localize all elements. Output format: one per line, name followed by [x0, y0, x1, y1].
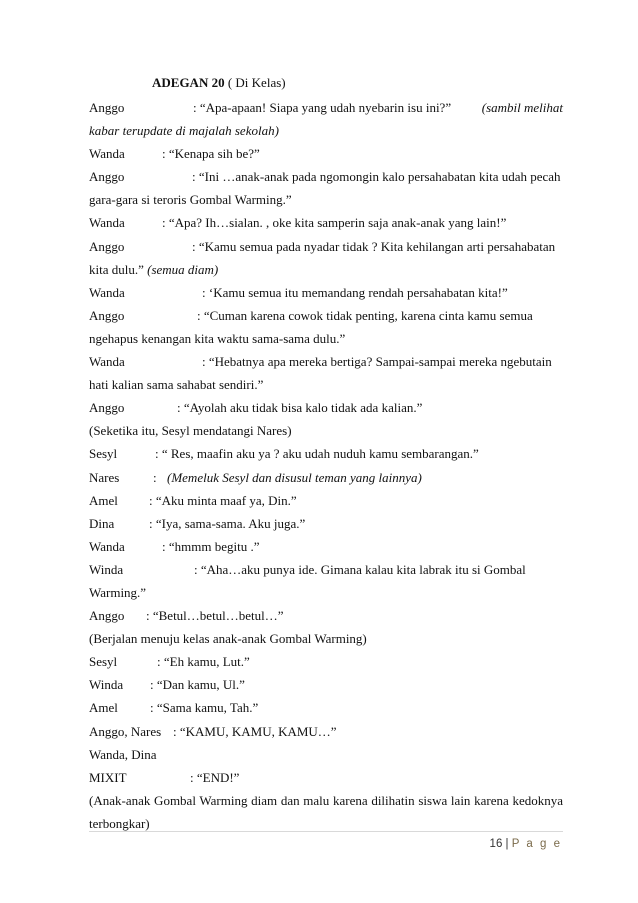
stage-direction: (sambil melihat [481, 100, 563, 115]
speaker-name: Amel [89, 492, 118, 508]
continuation-text: ngehapus kenangan kita waktu sama-sama dulu.” [89, 330, 346, 346]
stage-direction: (semua diam) [147, 261, 219, 277]
speaker-name: Anggo [89, 307, 125, 323]
continuation-text: hati kalian sama sahabat sendiri.” [89, 377, 264, 393]
page-footer [490, 838, 562, 850]
dialogue-text: : “Apa? Ih…sialan. , oke kita samperin saja anak-anak yang lain!” [162, 215, 507, 231]
script-line [89, 235, 563, 258]
continuation-text: Warming.” [89, 584, 147, 600]
script-line [89, 558, 563, 581]
script-line [89, 373, 563, 396]
script-line [89, 350, 563, 373]
script-line [89, 766, 563, 789]
dialogue-text: : “Sama kamu, Tah.” [150, 700, 259, 716]
speaker-name: Sesyl [89, 654, 118, 670]
stage-direction: (Memeluk Sesyl dan disusul teman yang lainnya) [167, 469, 422, 485]
dialogue-text: : “Cuman karena cowok tidak penting, karena cinta kamu semua [197, 307, 533, 323]
script-line [89, 604, 563, 627]
script-line [89, 258, 563, 281]
script-line [89, 696, 563, 719]
script-line [89, 489, 563, 512]
scene-heading [152, 75, 286, 91]
speaker-name: Amel [89, 700, 118, 716]
speaker-name: MIXIT [89, 769, 127, 785]
speaker-name: Wanda [89, 215, 125, 231]
continuation-text: (Berjalan menuju kelas anak-anak Gombal Warming) [89, 631, 367, 647]
dialogue-text: : “KAMU, KAMU, KAMU…” [173, 723, 337, 739]
continuation-text: (Anak-anak Gombal Warming diam dan malu karena dilihatin siswa lain karena kedoknya [89, 792, 563, 808]
dialogue-text: : “Iya, sama-sama. Aku juga.” [149, 515, 306, 531]
speaker-name: Winda [89, 561, 124, 577]
stage-direction: kabar terupdate di majalah sekolah) [89, 123, 279, 139]
dialogue-text: : “Eh kamu, Lut.” [157, 654, 250, 670]
script-line [89, 419, 563, 442]
scene-setting: ( Di Kelas) [227, 75, 286, 90]
script-line [89, 165, 563, 188]
script-body [89, 96, 563, 835]
script-line [89, 396, 563, 419]
speaker-name: Wanda [89, 284, 125, 300]
script-line [89, 281, 563, 304]
footer-separator: | [505, 838, 509, 850]
script-line [89, 789, 563, 812]
script-line [89, 188, 563, 211]
continuation-text: gara-gara si teroris Gombal Warming.” [89, 192, 292, 208]
continuation-text: Wanda, Dina [89, 746, 157, 762]
dialogue-text: : “Ayolah aku tidak bisa kalo tidak ada kalian.” [177, 400, 423, 416]
speaker-name: Anggo [89, 100, 125, 115]
dialogue-text: : ‘Kamu semua itu memandang rendah persahabatan kita!” [202, 284, 508, 300]
speaker-name: Sesyl [89, 446, 118, 462]
script-line [89, 535, 563, 558]
continuation-text: terbongkar) [89, 815, 150, 831]
script-line [89, 119, 563, 142]
script-line [89, 673, 563, 696]
continuation-text: (Seketika itu, Sesyl mendatangi Nares) [89, 423, 292, 439]
script-line [89, 581, 563, 604]
continuation-text: kita dulu.” [89, 261, 144, 277]
speaker-name: Wanda [89, 146, 125, 162]
dialogue-text: : “ Res, maafin aku ya ? aku udah nuduh kamu sembarangan.” [155, 446, 479, 462]
script-line [89, 327, 563, 350]
dialogue-text: : “END!” [190, 769, 240, 785]
dialogue-text: : “Aha…aku punya ide. Gimana kalau kita labrak itu si Gombal [194, 561, 526, 577]
script-line [89, 142, 563, 165]
scene-title: ADEGAN 20 [152, 75, 225, 90]
speaker-name: Wanda [89, 538, 125, 554]
script-line [89, 96, 563, 119]
script-line [89, 211, 563, 234]
speaker-name: Anggo [89, 400, 125, 416]
dialogue-text: : “Aku minta maaf ya, Din.” [149, 492, 297, 508]
speaker-name: Anggo, Nares [89, 723, 162, 739]
dialogue-text: : “hmmm begitu .” [162, 538, 260, 554]
dialogue-text: : “Kenapa sih be?” [162, 146, 260, 162]
script-line [89, 442, 563, 465]
script-line [89, 466, 563, 489]
speaker-name: Anggo [89, 169, 125, 185]
dialogue-text: : [153, 469, 157, 485]
dialogue-text: : “Dan kamu, Ul.” [150, 677, 245, 693]
script-line [89, 627, 563, 650]
script-line [89, 512, 563, 535]
footer-divider [89, 831, 563, 832]
page-number: 16 [489, 838, 503, 850]
speaker-name: Nares [89, 469, 120, 485]
dialogue-text: : “Hebatnya apa mereka bertiga? Sampai-sampai mereka ngebutain [202, 354, 552, 370]
dialogue-text: : “Apa-apaan! Siapa yang udah nyebarin isu ini?” [193, 100, 452, 115]
script-line [89, 743, 563, 766]
speaker-name: Winda [89, 677, 124, 693]
speaker-name: Dina [89, 515, 115, 531]
speaker-name: Anggo [89, 238, 125, 254]
script-line [89, 650, 563, 673]
dialogue-text: : “Betul…betul…betul…” [146, 608, 284, 624]
speaker-name: Wanda [89, 354, 125, 370]
speaker-name: Anggo [89, 608, 125, 624]
script-line [89, 304, 563, 327]
dialogue-text: : “Ini …anak-anak pada ngomongin kalo persahabatan kita udah pecah [192, 169, 561, 185]
script-line [89, 720, 563, 743]
page-label: P a g e [511, 838, 562, 850]
dialogue-text: : “Kamu semua pada nyadar tidak ? Kita kehilangan arti persahabatan [192, 238, 556, 254]
